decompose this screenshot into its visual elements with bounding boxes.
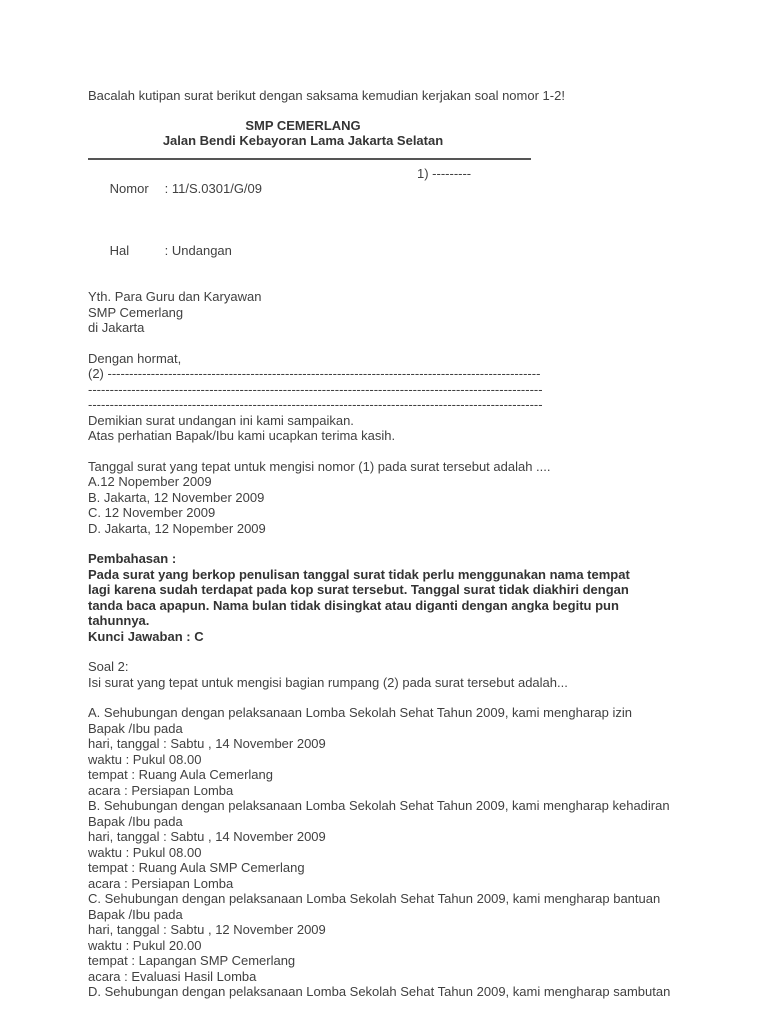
nomor-label: Nomor (109, 181, 149, 196)
pembahasan-line: Pada surat yang berkop penulisan tanggal surat tidak perlu menggunakan nama tempat (88, 566, 630, 582)
document-content (88, 88, 713, 1000)
pembahasan-line: lagi karena sudah terdapat pada kop surat tersebut. Tanggal surat tidak diakhiri dengan (88, 582, 629, 597)
closing-line: Demikian surat undangan ini kami sampaikan. (88, 412, 354, 428)
letter-number-row (88, 166, 713, 228)
placeholder-dash-line: (2) ---------------------------------------------------------------------------------------------------- (88, 366, 541, 381)
pembahasan-text (88, 567, 713, 629)
pembahasan-line: tahunnya. (88, 613, 150, 628)
answer-option-line: tempat : Lapangan SMP Cemerlang (88, 953, 296, 968)
question-2 (88, 659, 713, 1000)
answer-option-line: acara : Persiapan Lomba (88, 875, 234, 891)
answer-option-line: hari, tanggal : Sabtu , 12 November 2009 (88, 922, 326, 937)
pembahasan-heading: Pembahasan : (88, 551, 177, 566)
answer-option-line: acara : Evaluasi Hasil Lomba (88, 968, 257, 984)
answer-option-line: Bapak /Ibu pada (88, 906, 183, 922)
pembahasan-line: tanda baca apapun. Nama bulan tidak disingkat atau diganti dengan angka begitu pun (88, 597, 619, 613)
nomor-value: : 11/S.0301/G/09 (164, 181, 263, 196)
answer-option: D. Jakarta, 12 Nopember 2009 (88, 520, 266, 536)
answer-option-line: waktu : Pukul 20.00 (88, 937, 202, 953)
body-placeholder-block (88, 366, 713, 413)
answer-key: Kunci Jawaban : C (88, 628, 204, 644)
answer-option: B. Jakarta, 12 November 2009 (88, 489, 265, 505)
letterhead-divider (88, 149, 531, 160)
answer-option-line: A. Sehubungan dengan pelaksanaan Lomba Sekolah Sehat Tahun 2009, kami mengharap izin (88, 705, 633, 720)
letterhead-school-name: SMP CEMERLANG (245, 117, 361, 133)
answer-option: A.12 Nopember 2009 (88, 474, 212, 489)
placeholder-dash-line: --------------------------------------------------------------------------------------------------------- (88, 397, 543, 412)
question-1-options (88, 474, 713, 536)
placeholder-dash-line: --------------------------------------------------------------------------------------------------------- (88, 381, 543, 397)
letter-subject-row (88, 228, 713, 275)
instruction-text: Bacalah kutipan surat berikut dengan saksama kemudian kerjakan soal nomor 1-2! (88, 88, 565, 103)
answer-option-line: hari, tanggal : Sabtu , 14 November 2009 (88, 829, 326, 844)
pembahasan-block (88, 551, 713, 644)
answer-option: C. 12 November 2009 (88, 505, 216, 520)
hal-label: Hal (109, 243, 130, 258)
answer-option-line: Bapak /Ibu pada (88, 813, 183, 829)
recipient-block (88, 289, 713, 336)
answer-option-line: D. Sehubungan dengan pelaksanaan Lomba Sekolah Sehat Tahun 2009, kami mengharap sambutan (88, 984, 671, 999)
answer-option-line: acara : Persiapan Lomba (88, 782, 234, 798)
recipient-line: Yth. Para Guru dan Karyawan (88, 289, 262, 304)
answer-option-line: Bapak /Ibu pada (88, 720, 183, 736)
question-2-text: Isi surat yang tepat untuk mengisi bagian rumpang (2) pada surat tersebut adalah... (88, 674, 568, 690)
answer-option-line: tempat : Ruang Aula SMP Cemerlang (88, 860, 305, 875)
date-placeholder: 1) --------- (417, 165, 472, 181)
question-1-text: Tanggal surat yang tepat untuk mengisi nomor (1) pada surat tersebut adalah .... (88, 458, 551, 474)
closing-line: Atas perhatian Bapak/Ibu kami ucapkan terima kasih. (88, 428, 396, 443)
closing-block (88, 413, 713, 444)
answer-option-line: hari, tanggal : Sabtu , 14 November 2009 (88, 736, 326, 751)
answer-option-line: B. Sehubungan dengan pelaksanaan Lomba Sekolah Sehat Tahun 2009, kami mengharap kehadiran (88, 798, 670, 813)
question-2-heading: Soal 2: (88, 659, 129, 674)
recipient-line: di Jakarta (88, 320, 145, 335)
question-2-options (88, 705, 713, 1000)
salutation: Dengan hormat, (88, 350, 182, 366)
letterhead-address: Jalan Bendi Kebayoran Lama Jakarta Selatan (162, 133, 444, 148)
question-1 (88, 459, 713, 537)
hal-value: : Undangan (164, 243, 232, 258)
answer-option-line: waktu : Pukul 08.00 (88, 844, 202, 860)
answer-option-line: waktu : Pukul 08.00 (88, 751, 202, 767)
recipient-line: SMP Cemerlang (88, 304, 184, 320)
answer-option-line: C. Sehubungan dengan pelaksanaan Lomba Sekolah Sehat Tahun 2009, kami mengharap bantuan (88, 891, 661, 906)
answer-option-line: tempat : Ruang Aula Cemerlang (88, 767, 273, 782)
letterhead (88, 118, 518, 149)
